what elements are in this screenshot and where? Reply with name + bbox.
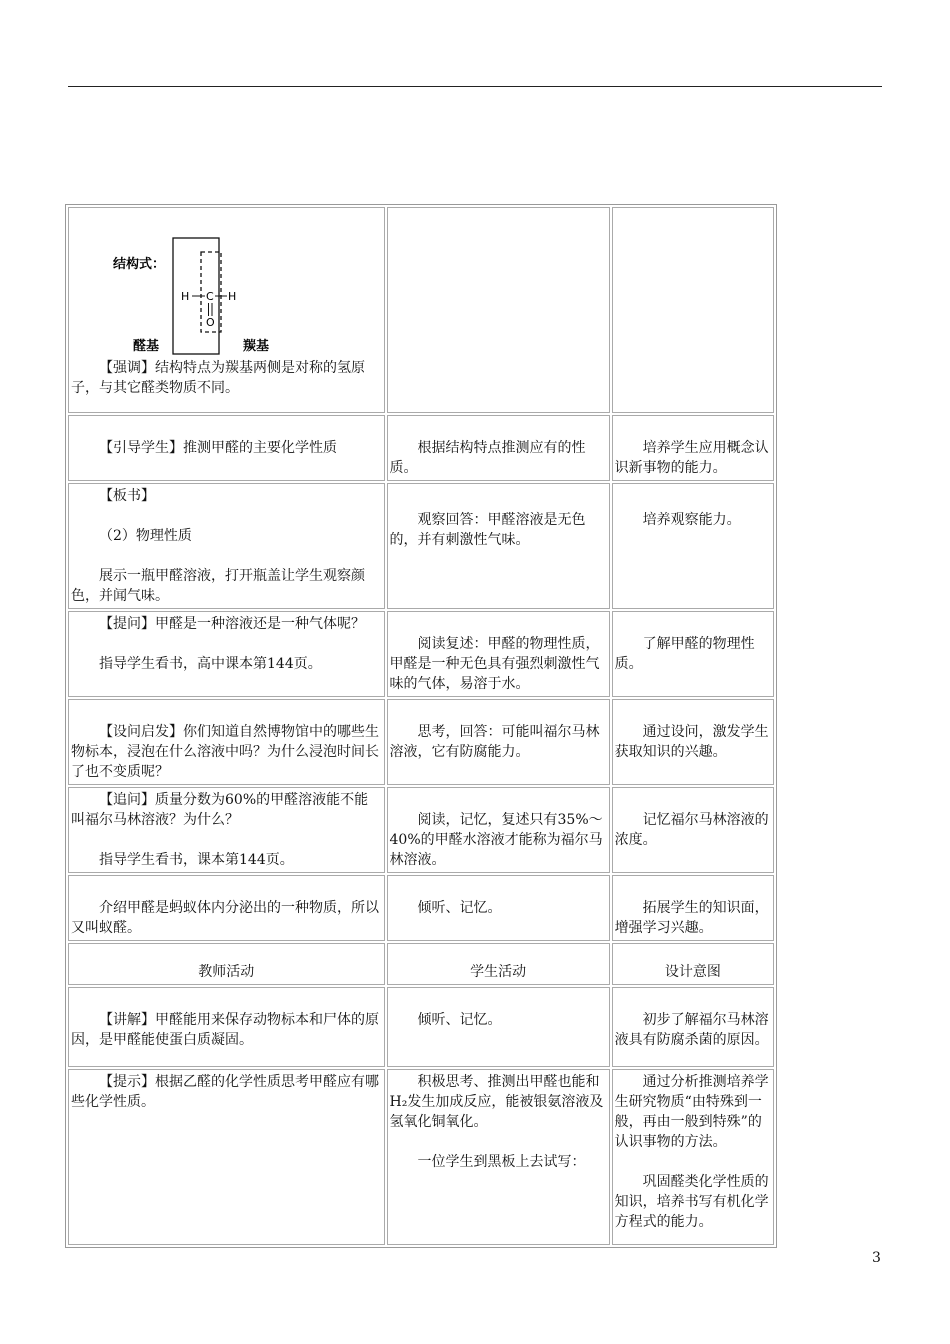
intent-cell [612, 987, 774, 1067]
teacher-cell [68, 987, 385, 1067]
teacher-cell [68, 611, 385, 697]
table-row [68, 483, 774, 609]
teacher-cell [68, 875, 385, 941]
intent-text: 了解甲醛的物理性质。 [614, 636, 755, 672]
table-row [68, 207, 774, 413]
table-row [68, 415, 774, 481]
intent-cell [612, 875, 774, 941]
student-text: 观察回答：甲醛溶液是无色的，并有刺激性气味。 [389, 512, 586, 548]
formaldehyde-structure-diagram [71, 210, 381, 358]
intent-text: 初步了解福尔马林溶液具有防腐杀菌的原因。 [614, 1012, 769, 1048]
teacher-cell [68, 415, 385, 481]
intent-cell [612, 787, 774, 873]
teacher-cell [68, 1069, 385, 1245]
intent-cell [612, 1069, 774, 1245]
structure-label: 结构式： [113, 257, 166, 272]
carbonyl-group-label: 羰基 [243, 339, 270, 354]
student-text: 根据结构特点推测应有的性质。 [389, 440, 586, 476]
student-cell [387, 207, 610, 413]
intent-text: 培养学生应用概念认识新事物的能力。 [614, 440, 769, 476]
teacher-cell [68, 483, 385, 609]
intent-text: 记忆福尔马林溶液的浓度。 [614, 812, 769, 848]
table-row [68, 987, 774, 1067]
atom-o: O [206, 316, 215, 329]
intent-cell [612, 699, 774, 785]
intent-cell [612, 207, 774, 413]
teacher-cell [68, 699, 385, 785]
teacher-text: （2）物理性质 [99, 528, 192, 544]
intent-cell [612, 415, 774, 481]
student-cell [387, 415, 610, 481]
intent-text: 巩固醛类化学性质的知识，培养书写有机化学方程式的能力。 [614, 1174, 769, 1230]
teacher-cell [68, 207, 385, 413]
atom-h-left: H [181, 290, 190, 303]
teacher-text: 【强调】结构特点为羰基两侧是对称的氢原子，与其它醛类物质不同。 [71, 360, 365, 396]
aldehyde-group-label: 醛基 [133, 339, 160, 354]
table-row [68, 699, 774, 785]
table-row [68, 611, 774, 697]
student-text: 倾听、记忆。 [417, 900, 502, 916]
student-cell [387, 875, 610, 941]
student-text: 思考，回答：可能叫福尔马林溶液，它有防腐能力。 [389, 724, 600, 760]
student-text: 阅读，记忆，复述只有35%～40%的甲醛水溶液才能称为福尔马林溶液。 [389, 812, 603, 868]
teacher-text: 【追问】质量分数为60%的甲醛溶液能不能叫福尔马林溶液？为什么？ [71, 792, 369, 828]
header-teacher: 教师活动 [68, 943, 385, 985]
intent-text: 拓展学生的知识面，增强学习兴趣。 [614, 900, 769, 936]
table-row [68, 1069, 774, 1245]
atom-c: C [206, 290, 214, 303]
student-cell [387, 987, 610, 1067]
student-cell [387, 699, 610, 785]
teacher-text: 【讲解】甲醛能用来保存动物标本和尸体的原因，是甲醛能使蛋白质凝固。 [71, 1012, 379, 1048]
lesson-table [65, 204, 777, 1248]
teacher-text: 【提问】甲醛是一种溶液还是一种气体呢？ [99, 616, 365, 632]
page-number: 3 [872, 1250, 881, 1266]
intent-text: 通过设问，激发学生获取知识的兴趣。 [614, 724, 769, 760]
header-rule [68, 86, 882, 87]
student-text: 一位学生到黑板上去试写： [417, 1154, 586, 1170]
student-cell [387, 1069, 610, 1245]
teacher-text: 指导学生看书，课本第144页。 [99, 852, 294, 868]
teacher-text: 【提示】根据乙醛的化学性质思考甲醛应有哪些化学性质。 [71, 1074, 379, 1110]
teacher-text: 指导学生看书，高中课本第144页。 [99, 656, 322, 672]
teacher-text: 【引导学生】推测甲醛的主要化学性质 [99, 440, 337, 456]
structure-svg [71, 210, 381, 358]
intent-cell [612, 483, 774, 609]
header-student: 学生活动 [387, 943, 610, 985]
intent-cell [612, 611, 774, 697]
intent-text: 培养观察能力。 [642, 512, 741, 528]
student-text: 积极思考、推测出甲醛也能和H₂发生加成反应，能被银氨溶液及氢氧化铜氧化。 [389, 1074, 604, 1130]
table-header-row [68, 943, 774, 985]
teacher-text: 介绍甲醛是蚂蚁体内分泌出的一种物质，所以又叫蚁醛。 [71, 900, 379, 936]
student-cell [387, 611, 610, 697]
teacher-text: 【设问启发】你们知道自然博物馆中的哪些生物标本，浸泡在什么溶液中吗？为什么浸泡时间长了也不变质呢？ [71, 724, 379, 780]
table-row [68, 875, 774, 941]
student-text: 阅读复述：甲醛的物理性质，甲醛是一种无色具有强烈刺激性气味的气体，易溶于水。 [389, 636, 600, 692]
teacher-text: 展示一瓶甲醛溶液，打开瓶盖让学生观察颜色，并闻气味。 [71, 568, 365, 604]
student-text: 倾听、记忆。 [417, 1012, 502, 1028]
teacher-text: 【板书】 [99, 488, 155, 504]
teacher-cell [68, 787, 385, 873]
header-intent: 设计意图 [612, 943, 774, 985]
intent-text: 通过分析推测培养学生研究物质“由特殊到一般，再由一般到特殊”的认识事物的方法。 [614, 1074, 769, 1150]
student-cell [387, 483, 610, 609]
atom-h-right: H [228, 290, 237, 303]
student-cell [387, 787, 610, 873]
table-row [68, 787, 774, 873]
